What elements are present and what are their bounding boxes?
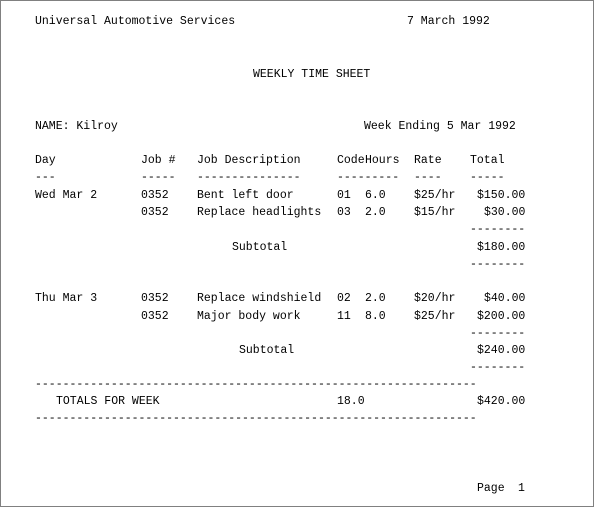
- entry-job-number: 0352: [141, 310, 169, 323]
- company-name: Universal Automotive Services: [35, 15, 236, 28]
- entry-rate: $20/hr: [414, 292, 456, 305]
- entry-description: Replace headlights: [197, 206, 322, 219]
- subtotal-rule: --------: [470, 258, 526, 271]
- entry-code: 11: [337, 310, 351, 323]
- subtotal-label: Subtotal: [232, 241, 288, 254]
- column-header-code: Code: [337, 154, 365, 167]
- entry-description: Bent left door: [197, 189, 294, 202]
- subtotal-label: Subtotal: [239, 344, 295, 357]
- entry-description: Major body work: [197, 310, 301, 323]
- underline-job-number: -----: [141, 171, 176, 184]
- entry-job-number: 0352: [141, 206, 169, 219]
- entry-total: $30.00: [484, 206, 526, 219]
- totals-rule-bottom: ----------------------------------------------------------------: [35, 412, 477, 425]
- week-ending: Week Ending 5 Mar 1992: [364, 120, 516, 133]
- entry-rate: $25/hr: [414, 310, 456, 323]
- totals-label: TOTALS FOR WEEK: [56, 395, 160, 408]
- entry-rate: $25/hr: [414, 189, 456, 202]
- entry-hours: 2.0: [365, 206, 386, 219]
- entry-hours: 2.0: [365, 292, 386, 305]
- entry-hours: 8.0: [365, 310, 386, 323]
- column-header-hours: Hours: [365, 154, 400, 167]
- report-date: 7 March 1992: [407, 15, 490, 28]
- column-header-job-number: Job #: [141, 154, 176, 167]
- totals-hours: 18.0: [337, 395, 365, 408]
- entry-code: 01: [337, 189, 351, 202]
- entry-code: 02: [337, 292, 351, 305]
- employee-name: NAME: Kilroy: [35, 120, 118, 133]
- entry-description: Replace windshield: [197, 292, 322, 305]
- column-header-day: Day: [35, 154, 56, 167]
- report-title: WEEKLY TIME SHEET: [253, 68, 371, 81]
- subtotal-rule: --------: [470, 327, 526, 340]
- underline-total: -----: [470, 171, 505, 184]
- entry-hours: 6.0: [365, 189, 386, 202]
- day-label: Thu Mar 3: [35, 292, 98, 305]
- subtotal-value: $240.00: [477, 344, 526, 357]
- totals-amount: $420.00: [477, 395, 526, 408]
- underline-code-hours: ---------: [337, 171, 400, 184]
- subtotal-value: $180.00: [477, 241, 526, 254]
- column-header-total: Total: [470, 154, 505, 167]
- subtotal-rule: --------: [470, 361, 526, 374]
- subtotal-rule: --------: [470, 223, 526, 236]
- entry-total: $200.00: [477, 310, 526, 323]
- entry-total: $40.00: [484, 292, 526, 305]
- underline-description: ---------------: [197, 171, 301, 184]
- entry-job-number: 0352: [141, 292, 169, 305]
- day-label: Wed Mar 2: [35, 189, 98, 202]
- entry-job-number: 0352: [141, 189, 169, 202]
- underline-rate: ----: [414, 171, 442, 184]
- column-header-description: Job Description: [197, 154, 301, 167]
- column-header-rate: Rate: [414, 154, 442, 167]
- totals-rule-top: ----------------------------------------------------------------: [35, 378, 477, 391]
- page-number: 1: [518, 482, 525, 495]
- entry-code: 03: [337, 206, 351, 219]
- entry-total: $150.00: [477, 189, 526, 202]
- underline-day: ---: [35, 171, 56, 184]
- page-label: Page: [477, 482, 505, 495]
- entry-rate: $15/hr: [414, 206, 456, 219]
